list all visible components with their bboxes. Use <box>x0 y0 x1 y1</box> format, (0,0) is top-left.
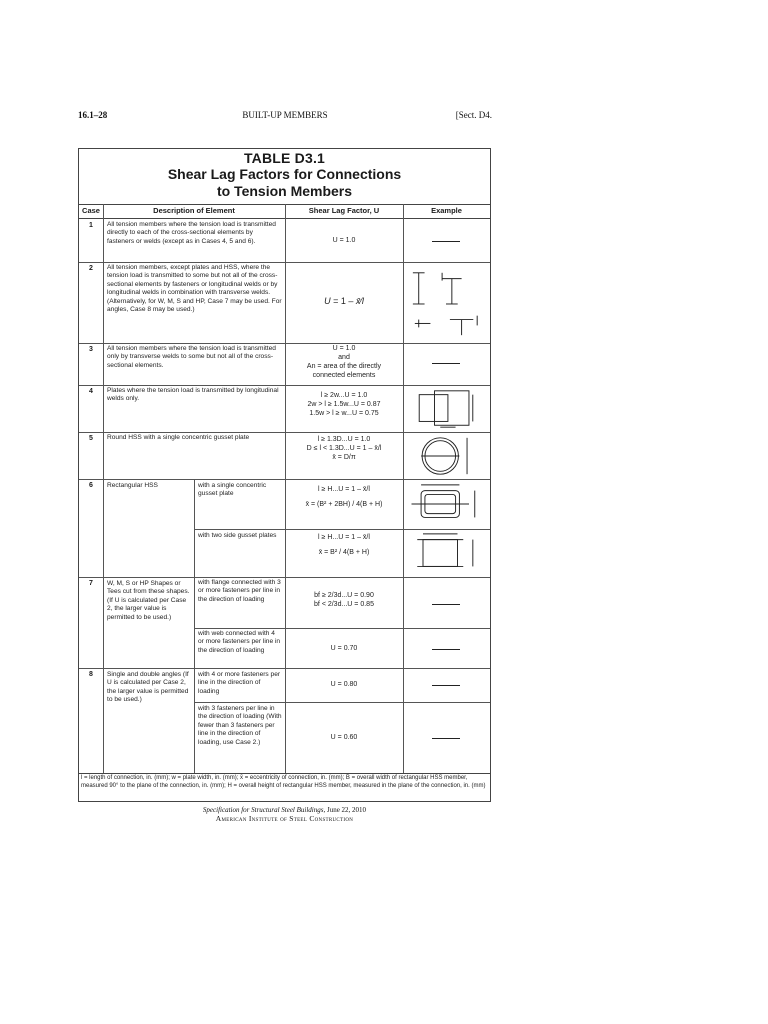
factor-line: l ≥ H...U = 1 – x̄/l <box>318 486 370 493</box>
factor-line: l ≥ 2w...U = 1.0 <box>320 392 368 399</box>
header-case: Case <box>82 206 100 215</box>
case-description: All tension members where the tension load is transmitted only by transverse welds to some but not all of the cross-sectional elements. <box>107 345 276 369</box>
shear-lag-factor <box>285 591 403 609</box>
shear-lag-factor <box>285 485 403 509</box>
sub-case-description: with flange connected with 3 or more fasteners per line in the direction of loading <box>198 579 281 603</box>
shear-lag-factor: U = 1 – x̄⁄l <box>324 296 364 306</box>
case-description: Round HSS with a single concentric gusset plate <box>107 434 250 441</box>
col-divider <box>403 204 404 773</box>
case-number: 2 <box>89 265 93 272</box>
case-description: W, M, S or HP Shapes or Tees cut from these shapes. (If U is calculated per Case 2, the larger value is permitted to be used.) <box>107 580 190 621</box>
factor-line: 1.5w > l ≥ w...U = 0.75 <box>309 410 379 417</box>
rect-hss-two-gusset-example <box>406 530 486 576</box>
row-divider <box>79 577 490 578</box>
factor-line: An = area of the directly <box>306 363 382 370</box>
factor-line: and <box>338 354 350 361</box>
row-divider <box>79 479 490 480</box>
no-example-dash <box>432 604 460 605</box>
footer-spec-line <box>78 806 491 814</box>
shear-lag-factor <box>285 533 403 557</box>
factor-line: 2w > l ≥ 1.5w...U = 0.87 <box>307 401 381 408</box>
rect-hss-single-gusset-example <box>406 481 486 527</box>
sub-case-description: with two side gusset plates <box>198 532 277 539</box>
shear-lag-factor <box>285 344 403 380</box>
factor-line: bf ≥ 2/3d...U = 0.90 <box>314 592 374 599</box>
factor-line: D ≤ l < 1.3D...U = 1 – x̄/l <box>306 445 382 452</box>
header-factor: Shear Lag Factor, U <box>308 206 380 215</box>
factor-line: x̄ = D/π <box>332 454 356 461</box>
header-description: Description of Element <box>153 206 235 215</box>
case-number: 8 <box>89 671 93 678</box>
shear-lag-factor: U = 0.80 <box>330 681 358 688</box>
factor-line: x̄ = (B² + 2BH) / 4(B + H) <box>305 501 383 508</box>
institute-name: American Institute of Steel Construction <box>215 814 354 823</box>
shear-lag-factor: U = 0.60 <box>330 734 358 741</box>
row-divider <box>79 668 490 669</box>
page-footer <box>78 806 491 823</box>
shear-lag-factor <box>285 391 403 418</box>
row-divider <box>79 432 490 433</box>
sub-case-description: with 4 or more fasteners per line in the direction of loading <box>198 671 281 695</box>
no-example-dash <box>432 241 460 242</box>
page-header <box>78 110 492 124</box>
case-description: Single and double angles (If U is calculated per Case 2, the larger value is permitted to be used.) <box>107 671 189 704</box>
shear-lag-factor: U = 1.0 <box>332 237 356 244</box>
no-example-dash <box>432 685 460 686</box>
table-footnote: l = length of connection, in. (mm); w = plate width, in. (mm); x̄ = eccentricity of connection, in. (mm); B = overall width of rectangular HSS member, measured 90° to the plane of the connection, in. (mm); H = overall height of rectangular HSS member, measured in the plane of the connection, in. (mm) <box>79 773 490 803</box>
factor-line: bf < 2/3d...U = 0.85 <box>314 601 374 608</box>
sub-col-divider <box>194 479 195 773</box>
table-title-block <box>79 149 490 205</box>
col-divider <box>103 204 104 773</box>
section-reference: [Sect. D4. <box>455 110 492 120</box>
plate-weld-example <box>406 387 486 431</box>
page-number: 16.1–28 <box>78 110 108 120</box>
case-number: 3 <box>89 346 93 353</box>
no-example-dash <box>432 363 460 364</box>
shear-lag-factor <box>285 435 403 462</box>
shear-lag-factor: U = 0.70 <box>330 645 358 652</box>
table-subtitle-line1: Shear Lag Factors for Connections <box>167 166 402 182</box>
case-number: 5 <box>89 435 93 442</box>
sub-case-description: with 3 fasteners per line in the direction of loading (With fewer than 3 fasteners per line in the direction of loading, use Case 2.) <box>198 705 282 746</box>
case-description: Plates where the tension load is transmitted by longitudinal welds only. <box>107 387 279 403</box>
case-number: 7 <box>89 580 93 587</box>
row-divider <box>194 702 490 703</box>
spec-title: Specification for Structural Steel Buildings, <box>202 806 326 814</box>
no-example-dash <box>432 649 460 650</box>
table-subtitle-line2: to Tension Members <box>216 183 353 199</box>
case-description: All tension members, except plates and HSS, where the tension load is transmitted to some but not all of the cross-sectional elements by fasteners or longitudinal welds or by longitudinal welds in combination with transverse welds. (Alternatively, for W, M, S and HP, Case 7 may be used. For angles, Case 8 may be used.) <box>107 264 282 314</box>
shear-lag-table <box>78 148 491 802</box>
sub-case-description: with web connected with 4 or more fasteners per line in the direction of loading <box>198 630 281 654</box>
round-hss-example <box>406 434 486 478</box>
factor-line: l ≥ H...U = 1 – x̄/l <box>318 534 370 541</box>
running-title: BUILT-UP MEMBERS <box>242 110 328 120</box>
row-divider <box>79 385 490 386</box>
header-example: Example <box>431 206 462 215</box>
case-number: 1 <box>89 222 93 229</box>
no-example-dash <box>432 738 460 739</box>
row-divider <box>194 628 490 629</box>
case-number: 6 <box>89 482 93 489</box>
factor-line: connected elements <box>312 372 376 379</box>
sub-case-description: with a single concentric gusset plate <box>198 482 267 498</box>
w-tee-sections-example <box>406 265 486 341</box>
case-description: All tension members where the tension load is transmitted directly to each of the cross-sectional elements by fasteners or welds (except as in Cases 4, 5 and 6). <box>107 221 276 245</box>
factor-line: U = 1.0 <box>332 345 356 352</box>
factor-line: x̄ = B² / 4(B + H) <box>318 549 370 556</box>
row-divider <box>79 262 490 263</box>
case-description: Rectangular HSS <box>107 482 158 489</box>
spec-date: June 22, 2010 <box>326 806 367 814</box>
case-number: 4 <box>89 388 93 395</box>
table-title: TABLE D3.1 <box>243 150 326 166</box>
factor-line: l ≥ 1.3D...U = 1.0 <box>317 436 371 443</box>
